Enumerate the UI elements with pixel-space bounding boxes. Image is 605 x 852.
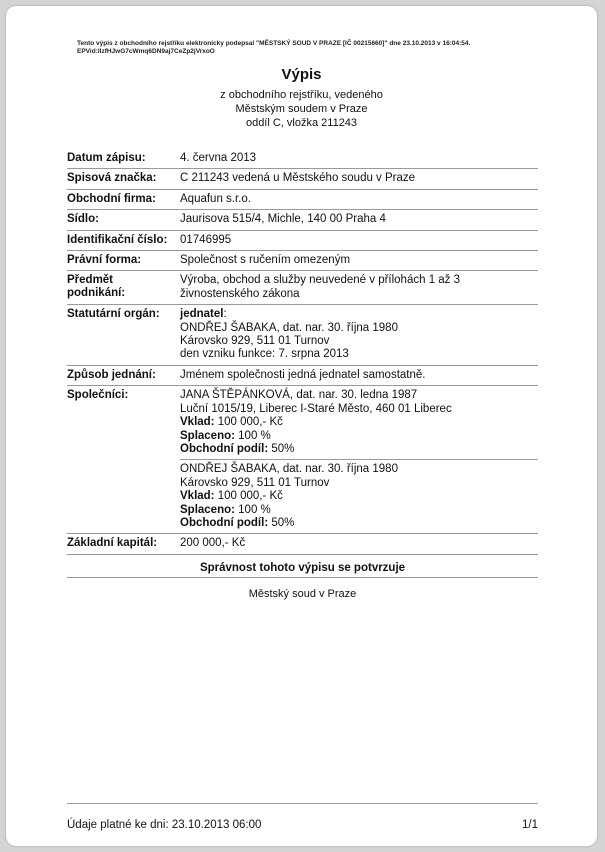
vklad-label: Vklad: (180, 416, 215, 429)
row-datum-zapisu (67, 149, 538, 169)
podil-value: 50% (268, 516, 295, 529)
role-label: jednatel (180, 308, 224, 321)
role-line (180, 308, 538, 321)
subtitle-line: oddíl C, vložka 211243 (245, 117, 358, 129)
subtitle (6, 88, 597, 130)
partner-block (180, 459, 538, 533)
value-line: ONDŘEJ ŠABAKA, dat. nar. 30. října 1980 (180, 321, 398, 334)
row-label: Datum zápisu: (67, 152, 146, 164)
partner-vklad (180, 490, 538, 503)
footer-page-number: 1/1 (522, 819, 538, 831)
row-value (180, 305, 538, 365)
partner-splaceno (180, 430, 538, 443)
row-label (67, 271, 180, 304)
row-identifikacni-cislo (67, 231, 538, 251)
row-value (180, 386, 538, 533)
row-value (180, 271, 538, 304)
value-line: Výroba, obchod a služby neuvedené v přílohách 1 až 3 (180, 274, 461, 287)
partner-podil (180, 443, 538, 456)
subtitle-line: z obchodního rejstříku, vedeného (220, 89, 383, 101)
row-spolecnici (67, 386, 538, 534)
signature-note: Tento výpis z obchodního rejstříku elektronicky podepsal "MĚSTSKÝ SOUD V PRAZE [IČ 00215660]" dne 23.10.2013 v 16:04:54. EPVid:IlzfHJwG7cWmq6DN9aj7CeZp2jVrxoO (77, 40, 471, 55)
confirmation-text: Správnost tohoto výpisu se potvrzuje (67, 562, 538, 578)
row-value: Společnost s ručením omezeným (180, 254, 351, 267)
row-label: Základní kapitál: (67, 537, 158, 550)
row-value: 01746995 (180, 233, 232, 246)
row-value: 200 000,- Kč (180, 537, 246, 550)
partner-podil (180, 517, 538, 530)
footer-valid-date: Údaje platné ke dni: 23.10.2013 06:00 (67, 819, 262, 831)
vklad-value: 100 000,- Kč (214, 490, 283, 503)
partner-splaceno (180, 504, 538, 517)
subtitle-line: Městským soudem v Praze (235, 103, 368, 115)
row-label: Obchodní firma: (67, 192, 156, 205)
document-page (6, 6, 597, 846)
partner-address: Károvsko 929, 511 01 Turnov (180, 476, 330, 489)
page-title: Výpis (281, 66, 322, 83)
podil-label: Obchodní podíl: (180, 516, 269, 529)
row-value: Jménem společnosti jedná jednatel samostatně. (180, 368, 426, 381)
value-line: den vzniku funkce: 7. srpna 2013 (180, 348, 349, 361)
row-statutarni-organ (67, 305, 538, 366)
podil-label: Obchodní podíl: (180, 442, 269, 455)
value-line: živnostenského zákona (180, 287, 300, 300)
row-sidlo (67, 210, 538, 230)
partner-vklad (180, 416, 538, 429)
row-zpusob-jednani (67, 366, 538, 386)
row-label: Společníci: (67, 389, 129, 402)
row-predmet-podnikani (67, 271, 538, 305)
row-label: Identifikační číslo: (67, 233, 168, 246)
row-pravni-forma (67, 251, 538, 271)
row-zakladni-kapital (67, 534, 538, 554)
splaceno-value: 100 % (234, 429, 271, 442)
footer-divider (67, 803, 538, 804)
value-line: Károvsko 929, 511 01 Turnov (180, 335, 330, 348)
row-label: Statutární orgán: (67, 308, 160, 321)
row-label-line: Předmět (67, 274, 114, 287)
vklad-label: Vklad: (180, 490, 215, 503)
splaceno-value: 100 % (234, 503, 271, 516)
row-label: Sídlo: (67, 213, 99, 226)
row-value: Aquafun s.r.o. (180, 192, 251, 205)
row-label-line: podnikání: (67, 287, 126, 300)
splaceno-label: Splaceno: (180, 429, 235, 442)
podil-value: 50% (268, 442, 295, 455)
row-label: Spisová značka: (67, 172, 157, 185)
row-label: Právní forma: (67, 254, 142, 267)
partner-name: ONDŘEJ ŠABAKA, dat. nar. 30. října 1980 (180, 463, 398, 476)
partner-name: JANA ŠTĚPÁNKOVÁ, dat. nar. 30. ledna 1987 (180, 389, 418, 402)
row-value: 4. června 2013 (180, 152, 257, 164)
row-obchodni-firma (67, 190, 538, 210)
court-name: Městský soud v Praze (248, 588, 357, 600)
vklad-value: 100 000,- Kč (214, 416, 283, 429)
partner-block (180, 389, 538, 459)
register-table (67, 149, 538, 555)
row-value: C 211243 vedená u Městského soudu v Praze (180, 172, 416, 185)
splaceno-label: Splaceno: (180, 503, 235, 516)
row-value: Jaurisova 515/4, Michle, 140 00 Praha 4 (180, 213, 386, 226)
row-spisova-znacka (67, 169, 538, 189)
partner-address: Luční 1015/19, Liberec I-Staré Město, 460 01 Liberec (180, 402, 452, 415)
row-label: Způsob jednání: (67, 368, 156, 381)
role-suffix: : (223, 308, 227, 321)
